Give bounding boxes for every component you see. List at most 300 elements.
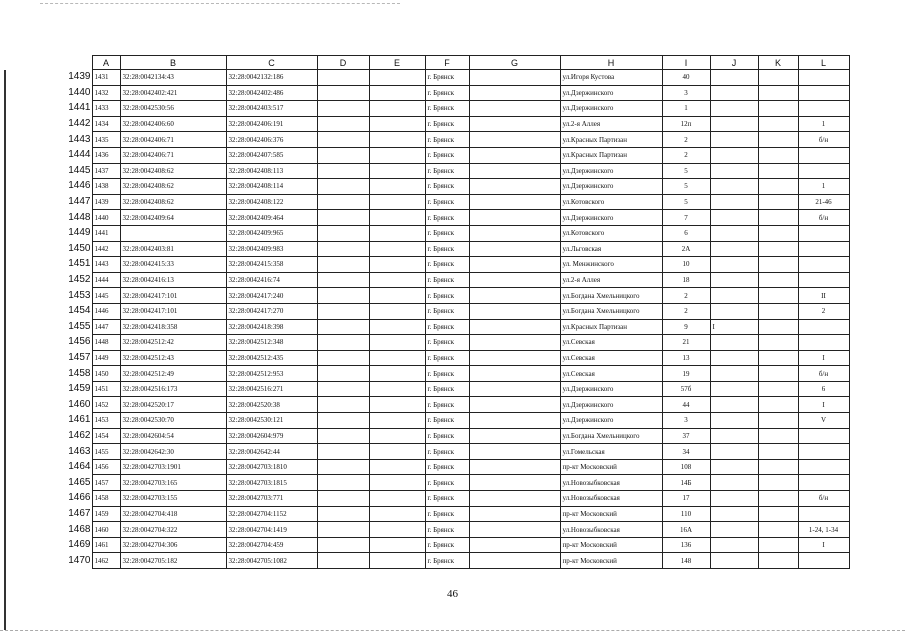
cell-i[interactable]: 44	[662, 397, 710, 413]
row-number[interactable]: 1445	[64, 163, 92, 179]
cell-e[interactable]	[369, 444, 425, 460]
cell-j[interactable]	[710, 194, 758, 210]
cell-l[interactable]	[798, 272, 849, 288]
cell-h[interactable]: ул.Дзержинского	[560, 413, 662, 429]
column-header-i[interactable]: I	[662, 56, 710, 70]
cell-a[interactable]: 1456	[92, 459, 120, 475]
cell-b[interactable]: 32:28:0042409:64	[120, 210, 226, 226]
cell-k[interactable]	[758, 553, 798, 569]
cell-d[interactable]	[317, 350, 369, 366]
cell-a[interactable]: 1458	[92, 491, 120, 507]
cell-j[interactable]	[710, 397, 758, 413]
cell-j[interactable]	[710, 272, 758, 288]
cell-b[interactable]: 32:28:0042512:43	[120, 350, 226, 366]
cell-h[interactable]: ул.Дзержинского	[560, 85, 662, 101]
cell-a[interactable]: 1453	[92, 413, 120, 429]
cell-h[interactable]: ул.Новозыбковская	[560, 491, 662, 507]
cell-d[interactable]	[317, 272, 369, 288]
cell-e[interactable]	[369, 381, 425, 397]
cell-f[interactable]: г. Брянск	[425, 444, 469, 460]
cell-c[interactable]: 32:28:0042408:113	[226, 163, 317, 179]
cell-k[interactable]	[758, 381, 798, 397]
cell-h[interactable]: ул.Дзержинского	[560, 210, 662, 226]
row-number[interactable]: 1466	[64, 491, 92, 507]
cell-b[interactable]: 32:28:0042512:42	[120, 335, 226, 351]
cell-j[interactable]	[710, 553, 758, 569]
cell-j[interactable]	[710, 366, 758, 382]
cell-g[interactable]	[469, 537, 560, 553]
cell-f[interactable]: г. Брянск	[425, 335, 469, 351]
cell-f[interactable]: г. Брянск	[425, 397, 469, 413]
cell-i[interactable]: 13	[662, 350, 710, 366]
cell-k[interactable]	[758, 397, 798, 413]
cell-j[interactable]	[710, 537, 758, 553]
cell-l[interactable]	[798, 85, 849, 101]
cell-i[interactable]: 3	[662, 413, 710, 429]
cell-f[interactable]: г. Брянск	[425, 522, 469, 538]
cell-d[interactable]	[317, 85, 369, 101]
cell-b[interactable]: 32:28:0042704:418	[120, 506, 226, 522]
cell-b[interactable]: 32:28:0042403:81	[120, 241, 226, 257]
cell-e[interactable]	[369, 475, 425, 491]
row-number[interactable]: 1453	[64, 288, 92, 304]
cell-l[interactable]	[798, 459, 849, 475]
cell-e[interactable]	[369, 413, 425, 429]
cell-a[interactable]: 1461	[92, 537, 120, 553]
cell-f[interactable]: г. Брянск	[425, 350, 469, 366]
cell-c[interactable]: 32:28:0042407:585	[226, 147, 317, 163]
cell-a[interactable]: 1434	[92, 116, 120, 132]
cell-b[interactable]: 32:28:0042703:1901	[120, 459, 226, 475]
cell-e[interactable]	[369, 147, 425, 163]
cell-l[interactable]	[798, 506, 849, 522]
cell-b[interactable]: 32:28:0042408:62	[120, 194, 226, 210]
cell-l[interactable]: I	[798, 350, 849, 366]
cell-c[interactable]: 32:28:0042703:771	[226, 491, 317, 507]
cell-k[interactable]	[758, 506, 798, 522]
cell-a[interactable]: 1448	[92, 335, 120, 351]
cell-k[interactable]	[758, 147, 798, 163]
cell-g[interactable]	[469, 350, 560, 366]
cell-l[interactable]	[798, 163, 849, 179]
row-number[interactable]: 1457	[64, 350, 92, 366]
cell-a[interactable]: 1440	[92, 210, 120, 226]
cell-f[interactable]: г. Брянск	[425, 225, 469, 241]
cell-g[interactable]	[469, 303, 560, 319]
cell-j[interactable]	[710, 303, 758, 319]
cell-d[interactable]	[317, 241, 369, 257]
cell-k[interactable]	[758, 116, 798, 132]
cell-i[interactable]: 1	[662, 101, 710, 117]
cell-a[interactable]: 1447	[92, 319, 120, 335]
cell-l[interactable]: 1-24, 1-34	[798, 522, 849, 538]
cell-b[interactable]: 32:28:0042408:62	[120, 179, 226, 195]
cell-k[interactable]	[758, 491, 798, 507]
cell-g[interactable]	[469, 147, 560, 163]
cell-a[interactable]: 1436	[92, 147, 120, 163]
cell-a[interactable]: 1442	[92, 241, 120, 257]
cell-c[interactable]: 32:28:0042512:953	[226, 366, 317, 382]
cell-a[interactable]: 1445	[92, 288, 120, 304]
cell-d[interactable]	[317, 163, 369, 179]
cell-i[interactable]: 6	[662, 225, 710, 241]
cell-g[interactable]	[469, 475, 560, 491]
cell-c[interactable]: 32:28:0042409:464	[226, 210, 317, 226]
cell-k[interactable]	[758, 350, 798, 366]
cell-h[interactable]: ул.Красных Партизан	[560, 132, 662, 148]
cell-g[interactable]	[469, 444, 560, 460]
cell-k[interactable]	[758, 335, 798, 351]
cell-d[interactable]	[317, 522, 369, 538]
cell-e[interactable]	[369, 350, 425, 366]
cell-h[interactable]: ул.Дзержинского	[560, 163, 662, 179]
cell-f[interactable]: г. Брянск	[425, 272, 469, 288]
row-number[interactable]: 1454	[64, 303, 92, 319]
cell-k[interactable]	[758, 444, 798, 460]
cell-g[interactable]	[469, 210, 560, 226]
cell-c[interactable]: 32:28:0042415:358	[226, 257, 317, 273]
cell-j[interactable]	[710, 413, 758, 429]
cell-e[interactable]	[369, 428, 425, 444]
cell-i[interactable]: 18	[662, 272, 710, 288]
cell-f[interactable]: г. Брянск	[425, 366, 469, 382]
cell-e[interactable]	[369, 459, 425, 475]
cell-l[interactable]: 21-46	[798, 194, 849, 210]
cell-h[interactable]: ул. Менжинского	[560, 257, 662, 273]
cell-i[interactable]: 34	[662, 444, 710, 460]
cell-b[interactable]: 32:28:0042703:165	[120, 475, 226, 491]
cell-i[interactable]: 2	[662, 147, 710, 163]
cell-k[interactable]	[758, 413, 798, 429]
cell-g[interactable]	[469, 491, 560, 507]
cell-i[interactable]: 7	[662, 210, 710, 226]
cell-k[interactable]	[758, 70, 798, 86]
cell-g[interactable]	[469, 381, 560, 397]
cell-g[interactable]	[469, 428, 560, 444]
cell-h[interactable]: ул.Гомельская	[560, 444, 662, 460]
cell-c[interactable]: 32:28:0042703:1815	[226, 475, 317, 491]
cell-j[interactable]	[710, 85, 758, 101]
cell-c[interactable]: 32:28:0042604:979	[226, 428, 317, 444]
cell-e[interactable]	[369, 397, 425, 413]
row-number[interactable]: 1447	[64, 194, 92, 210]
cell-c[interactable]: 32:28:0042705:1082	[226, 553, 317, 569]
cell-a[interactable]: 1444	[92, 272, 120, 288]
cell-a[interactable]: 1457	[92, 475, 120, 491]
cell-c[interactable]: 32:28:0042704:1419	[226, 522, 317, 538]
cell-b[interactable]: 32:28:0042704:306	[120, 537, 226, 553]
cell-a[interactable]: 1438	[92, 179, 120, 195]
cell-e[interactable]	[369, 210, 425, 226]
cell-f[interactable]: г. Брянск	[425, 116, 469, 132]
cell-d[interactable]	[317, 397, 369, 413]
cell-g[interactable]	[469, 459, 560, 475]
cell-i[interactable]: 136	[662, 537, 710, 553]
cell-g[interactable]	[469, 241, 560, 257]
cell-h[interactable]: пр-кт Московский	[560, 553, 662, 569]
corner-cell[interactable]	[64, 56, 92, 70]
cell-l[interactable]: 1	[798, 116, 849, 132]
column-header-e[interactable]: E	[369, 56, 425, 70]
cell-f[interactable]: г. Брянск	[425, 303, 469, 319]
column-header-k[interactable]: K	[758, 56, 798, 70]
cell-f[interactable]: г. Брянск	[425, 553, 469, 569]
cell-a[interactable]: 1435	[92, 132, 120, 148]
column-header-f[interactable]: F	[425, 56, 469, 70]
cell-f[interactable]: г. Брянск	[425, 506, 469, 522]
cell-h[interactable]: ул.Севская	[560, 350, 662, 366]
cell-i[interactable]: 2	[662, 288, 710, 304]
cell-g[interactable]	[469, 116, 560, 132]
cell-l[interactable]	[798, 475, 849, 491]
cell-a[interactable]: 1431	[92, 70, 120, 86]
cell-f[interactable]: г. Брянск	[425, 413, 469, 429]
row-number[interactable]: 1444	[64, 147, 92, 163]
cell-e[interactable]	[369, 132, 425, 148]
cell-k[interactable]	[758, 101, 798, 117]
cell-l[interactable]: II	[798, 288, 849, 304]
cell-k[interactable]	[758, 194, 798, 210]
cell-c[interactable]: 32:28:0042417:270	[226, 303, 317, 319]
row-number[interactable]: 1452	[64, 272, 92, 288]
cell-l[interactable]	[798, 70, 849, 86]
cell-e[interactable]	[369, 288, 425, 304]
cell-k[interactable]	[758, 241, 798, 257]
cell-k[interactable]	[758, 85, 798, 101]
cell-g[interactable]	[469, 163, 560, 179]
cell-e[interactable]	[369, 366, 425, 382]
cell-k[interactable]	[758, 163, 798, 179]
cell-d[interactable]	[317, 303, 369, 319]
cell-d[interactable]	[317, 319, 369, 335]
cell-h[interactable]: пр-кт Московский	[560, 537, 662, 553]
cell-h[interactable]: ул.Новозыбковская	[560, 522, 662, 538]
cell-f[interactable]: г. Брянск	[425, 101, 469, 117]
cell-g[interactable]	[469, 288, 560, 304]
cell-g[interactable]	[469, 335, 560, 351]
row-number[interactable]: 1469	[64, 537, 92, 553]
cell-a[interactable]: 1455	[92, 444, 120, 460]
cell-d[interactable]	[317, 288, 369, 304]
cell-i[interactable]: 57б	[662, 381, 710, 397]
cell-g[interactable]	[469, 522, 560, 538]
cell-f[interactable]: г. Брянск	[425, 70, 469, 86]
cell-l[interactable]	[798, 335, 849, 351]
cell-h[interactable]: ул.Дзержинского	[560, 101, 662, 117]
cell-i[interactable]: 12п	[662, 116, 710, 132]
cell-b[interactable]: 32:28:0042512:49	[120, 366, 226, 382]
row-number[interactable]: 1449	[64, 225, 92, 241]
cell-j[interactable]	[710, 475, 758, 491]
cell-j[interactable]	[710, 288, 758, 304]
cell-l[interactable]	[798, 257, 849, 273]
cell-l[interactable]: б/н	[798, 366, 849, 382]
cell-h[interactable]: ул.2-я Аллея	[560, 272, 662, 288]
cell-k[interactable]	[758, 210, 798, 226]
cell-c[interactable]: 32:28:0042418:398	[226, 319, 317, 335]
cell-h[interactable]: пр-кт Московский	[560, 459, 662, 475]
cell-l[interactable]: б/н	[798, 491, 849, 507]
cell-g[interactable]	[469, 257, 560, 273]
cell-c[interactable]: 32:28:0042704:459	[226, 537, 317, 553]
cell-f[interactable]: г. Брянск	[425, 491, 469, 507]
cell-g[interactable]	[469, 101, 560, 117]
cell-e[interactable]	[369, 70, 425, 86]
column-header-g[interactable]: G	[469, 56, 560, 70]
cell-b[interactable]	[120, 225, 226, 241]
column-header-d[interactable]: D	[317, 56, 369, 70]
cell-h[interactable]: ул.Котовского	[560, 194, 662, 210]
cell-a[interactable]: 1439	[92, 194, 120, 210]
cell-i[interactable]: 14Б	[662, 475, 710, 491]
cell-d[interactable]	[317, 553, 369, 569]
cell-a[interactable]: 1432	[92, 85, 120, 101]
cell-f[interactable]: г. Брянск	[425, 257, 469, 273]
cell-b[interactable]: 32:28:0042402:421	[120, 85, 226, 101]
cell-a[interactable]: 1452	[92, 397, 120, 413]
cell-j[interactable]	[710, 225, 758, 241]
cell-f[interactable]: г. Брянск	[425, 179, 469, 195]
cell-j[interactable]	[710, 491, 758, 507]
cell-k[interactable]	[758, 459, 798, 475]
cell-b[interactable]: 32:28:0042406:60	[120, 116, 226, 132]
cell-f[interactable]: г. Брянск	[425, 459, 469, 475]
row-number[interactable]: 1460	[64, 397, 92, 413]
row-number[interactable]: 1458	[64, 366, 92, 382]
cell-d[interactable]	[317, 194, 369, 210]
row-number[interactable]: 1468	[64, 522, 92, 538]
cell-b[interactable]: 32:28:0042418:358	[120, 319, 226, 335]
cell-c[interactable]: 32:28:0042416:74	[226, 272, 317, 288]
cell-h[interactable]: ул.Льговская	[560, 241, 662, 257]
column-header-b[interactable]: B	[120, 56, 226, 70]
cell-j[interactable]	[710, 459, 758, 475]
cell-i[interactable]: 21	[662, 335, 710, 351]
cell-e[interactable]	[369, 537, 425, 553]
cell-g[interactable]	[469, 413, 560, 429]
cell-j[interactable]	[710, 241, 758, 257]
cell-l[interactable]: V	[798, 413, 849, 429]
cell-b[interactable]: 32:28:0042520:17	[120, 397, 226, 413]
row-number[interactable]: 1450	[64, 241, 92, 257]
cell-j[interactable]	[710, 70, 758, 86]
cell-j[interactable]	[710, 116, 758, 132]
cell-d[interactable]	[317, 491, 369, 507]
cell-c[interactable]: 32:28:0042703:1810	[226, 459, 317, 475]
cell-l[interactable]	[798, 428, 849, 444]
cell-e[interactable]	[369, 257, 425, 273]
cell-c[interactable]: 32:28:0042516:271	[226, 381, 317, 397]
cell-e[interactable]	[369, 491, 425, 507]
cell-d[interactable]	[317, 335, 369, 351]
cell-h[interactable]: ул.Красных Партизан	[560, 319, 662, 335]
cell-g[interactable]	[469, 397, 560, 413]
cell-f[interactable]: г. Брянск	[425, 194, 469, 210]
cell-a[interactable]: 1460	[92, 522, 120, 538]
cell-a[interactable]: 1437	[92, 163, 120, 179]
cell-h[interactable]: ул.Севская	[560, 335, 662, 351]
cell-l[interactable]: 1	[798, 179, 849, 195]
cell-i[interactable]: 108	[662, 459, 710, 475]
cell-e[interactable]	[369, 506, 425, 522]
cell-j[interactable]	[710, 522, 758, 538]
cell-j[interactable]	[710, 335, 758, 351]
cell-h[interactable]: ул.Севская	[560, 366, 662, 382]
cell-g[interactable]	[469, 70, 560, 86]
cell-i[interactable]: 3	[662, 85, 710, 101]
cell-i[interactable]: 40	[662, 70, 710, 86]
cell-b[interactable]: 32:28:0042406:71	[120, 132, 226, 148]
cell-k[interactable]	[758, 428, 798, 444]
cell-b[interactable]: 32:28:0042604:54	[120, 428, 226, 444]
cell-i[interactable]: 148	[662, 553, 710, 569]
cell-g[interactable]	[469, 506, 560, 522]
cell-k[interactable]	[758, 272, 798, 288]
row-number[interactable]: 1470	[64, 553, 92, 569]
cell-k[interactable]	[758, 288, 798, 304]
cell-j[interactable]	[710, 132, 758, 148]
cell-e[interactable]	[369, 522, 425, 538]
cell-g[interactable]	[469, 366, 560, 382]
cell-c[interactable]: 32:28:0042406:191	[226, 116, 317, 132]
cell-f[interactable]: г. Брянск	[425, 210, 469, 226]
cell-f[interactable]: г. Брянск	[425, 147, 469, 163]
cell-h[interactable]: ул.Дзержинского	[560, 381, 662, 397]
cell-e[interactable]	[369, 179, 425, 195]
cell-e[interactable]	[369, 241, 425, 257]
cell-d[interactable]	[317, 70, 369, 86]
cell-e[interactable]	[369, 116, 425, 132]
cell-h[interactable]: ул.Котовского	[560, 225, 662, 241]
cell-h[interactable]: ул.Дзержинского	[560, 397, 662, 413]
cell-d[interactable]	[317, 225, 369, 241]
cell-b[interactable]: 32:28:0042516:173	[120, 381, 226, 397]
column-header-l[interactable]: L	[798, 56, 849, 70]
cell-c[interactable]: 32:28:0042512:348	[226, 335, 317, 351]
cell-d[interactable]	[317, 444, 369, 460]
cell-j[interactable]	[710, 163, 758, 179]
cell-d[interactable]	[317, 459, 369, 475]
cell-f[interactable]: г. Брянск	[425, 537, 469, 553]
cell-f[interactable]: г. Брянск	[425, 428, 469, 444]
cell-e[interactable]	[369, 101, 425, 117]
cell-g[interactable]	[469, 194, 560, 210]
cell-h[interactable]: ул.Богдана Хмельницкого	[560, 303, 662, 319]
cell-c[interactable]: 32:28:0042704:1152	[226, 506, 317, 522]
cell-j[interactable]	[710, 506, 758, 522]
cell-c[interactable]: 32:28:0042417:240	[226, 288, 317, 304]
cell-l[interactable]: I	[798, 537, 849, 553]
cell-c[interactable]: 32:28:0042520:38	[226, 397, 317, 413]
cell-b[interactable]: 32:28:0042406:71	[120, 147, 226, 163]
cell-h[interactable]: ул.Богдана Хмельницкого	[560, 428, 662, 444]
cell-h[interactable]: пр-кт Московский	[560, 506, 662, 522]
cell-j[interactable]	[710, 179, 758, 195]
cell-h[interactable]: ул.Богдана Хмельницкого	[560, 288, 662, 304]
cell-l[interactable]	[798, 241, 849, 257]
row-number[interactable]: 1443	[64, 132, 92, 148]
cell-l[interactable]	[798, 225, 849, 241]
cell-l[interactable]	[798, 553, 849, 569]
cell-h[interactable]: ул.Дзержинского	[560, 179, 662, 195]
cell-k[interactable]	[758, 257, 798, 273]
cell-i[interactable]: 5	[662, 163, 710, 179]
cell-g[interactable]	[469, 225, 560, 241]
cell-g[interactable]	[469, 132, 560, 148]
cell-b[interactable]: 32:28:0042417:101	[120, 288, 226, 304]
cell-l[interactable]: 6	[798, 381, 849, 397]
cell-k[interactable]	[758, 475, 798, 491]
